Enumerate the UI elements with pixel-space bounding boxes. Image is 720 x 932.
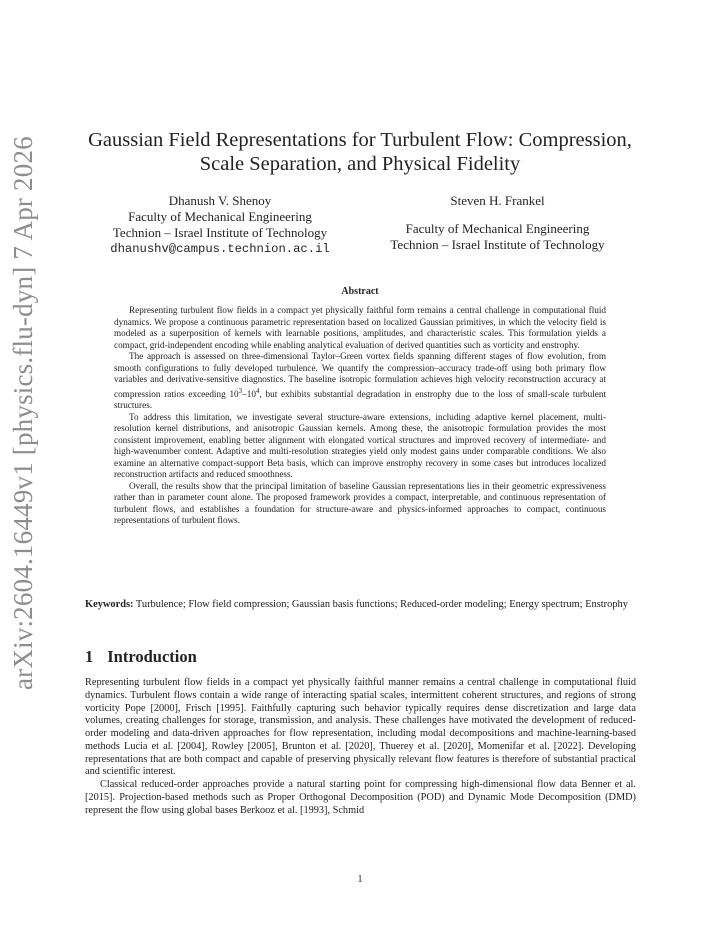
author-block-2 — [365, 193, 630, 253]
author-institution: Technion – Israel Institute of Technology — [112, 225, 328, 240]
section-title: Introduction — [107, 647, 197, 666]
section-heading — [85, 647, 197, 667]
title-line-1: Gaussian Field Representations for Turbulent Flow: Compression, — [88, 129, 632, 151]
introduction-body — [85, 677, 636, 817]
author-email[interactable]: dhanushv@campus.technion.ac.il — [110, 242, 330, 256]
author-name: Steven H. Frankel — [450, 193, 545, 208]
paper-title — [60, 128, 660, 176]
author-department: Faculty of Mechanical Engineering — [405, 221, 590, 236]
abstract-paragraph: Overall, the results show that the principal limitation of baseline Gaussian representations lies in their geometric expressiveness rather than in parameter count alone. The proposed framework provides a compact, interpretable, and continuous representation of turbulent flows, and establishes a foundation for structure-aware and physics-informed approaches to compact, continuous representations of turbulent flows. — [114, 480, 606, 526]
keywords-list: Turbulence; Flow field compression; Gaussian basis functions; Reduced-order modeling; Energy spectrum; Enstrophy — [133, 599, 628, 610]
abstract-paragraph: To address this limitation, we investigate several structure-aware extensions, including adaptive kernel placement, multi-resolution kernel distributions, and anisotropic Gaussian kernels. Among these, the anisotropic formulation provides the most consistent improvement, enabling better alignment with elongated vortical structures and improved recovery of intermediate- and high-wavenumber content. Adaptive and multi-resolution strategies yield only modest gains under comparable conditions. We also examine an alternative compact-support Beta basis, which can improve enstrophy recovery in some cases but introduces localized reconstruction artifacts and reduced smoothness. — [114, 411, 606, 480]
abstract — [114, 305, 606, 527]
abstract-heading: Abstract — [341, 286, 379, 297]
keywords — [85, 598, 636, 611]
arxiv-identifier: arXiv:2604.16449v1 [physics.flu-dyn] 7 Apr 2026 — [8, 136, 38, 690]
section-number: 1 — [85, 647, 94, 666]
title-line-2: Scale Separation, and Physical Fidelity — [199, 153, 521, 175]
keywords-label: Keywords: — [85, 599, 134, 610]
body-paragraph: Representing turbulent flow fields in a compact yet physically faithful manner remains a central challenge in computational fluid dynamics. Turbulent flows contain a wide range of interacting spatial scales, intermittent coherent structures, and regions of strong vorticity Pope [2000], Frisch [1995]. Faithfully capturing such behavior typically requires dense discretization and large data volumes, creating challenges for storage, transmission, and analysis. These challenges have motivated the development of reduced-order modeling and data-driven approaches for flow representation, including modal decompositions and machine-learning-based methods Lucia et al. [2004], Rowley [2005], Brunton et al. [2020], Thuerey et al. [2020], Momenifar et al. [2022]. Developing representations that are both compact and capable of preserving physically relevant flow features is therefore of substantial practical and scientific interest. — [85, 677, 636, 778]
author-name: Dhanush V. Shenoy — [168, 193, 272, 208]
body-paragraph: Classical reduced-order approaches provide a natural starting point for compressing high-dimensional flow data Benner et al. [2015]. Projection-based methods such as Proper Orthogonal Decomposition (POD) and Dynamic Mode Decomposition (DMD) represent the flow using global bases Berkooz et al. [1993], Schmid — [85, 779, 636, 816]
abstract-paragraph: Representing turbulent flow fields in a compact yet physically faithful form remains a central challenge in computational fluid dynamics. We propose a continuous parametric representation based on localized Gaussian primitives, in which the velocity field is modeled as a superposition of kernels with learnable positions, amplitudes, and characteristic scales. This formulation yields a compact, grid-independent encoding while enabling analytical evaluation of derived quantities such as vorticity and enstrophy. — [114, 305, 606, 350]
author-block-1 — [90, 193, 350, 257]
author-institution: Technion – Israel Institute of Technology — [390, 237, 605, 252]
page-number: 1 — [357, 874, 363, 885]
author-department: Faculty of Mechanical Engineering — [128, 209, 312, 224]
abstract-paragraph: The approach is assessed on three-dimensional Taylor–Green vortex fields spanning different stages of flow evolution, from smooth configurations to fully developed turbulence. We quantify the compression–accuracy trade-off using both primary flow variables and derivative-sensitive diagnostics. The baseline isotropic formulation achieves high velocity reconstruction accuracy at compression ratios exceeding $10^3-10^4$, but exhibits substantial degradation in enstrophy due to the loss of small-scale turbulent structures. — [114, 351, 606, 411]
